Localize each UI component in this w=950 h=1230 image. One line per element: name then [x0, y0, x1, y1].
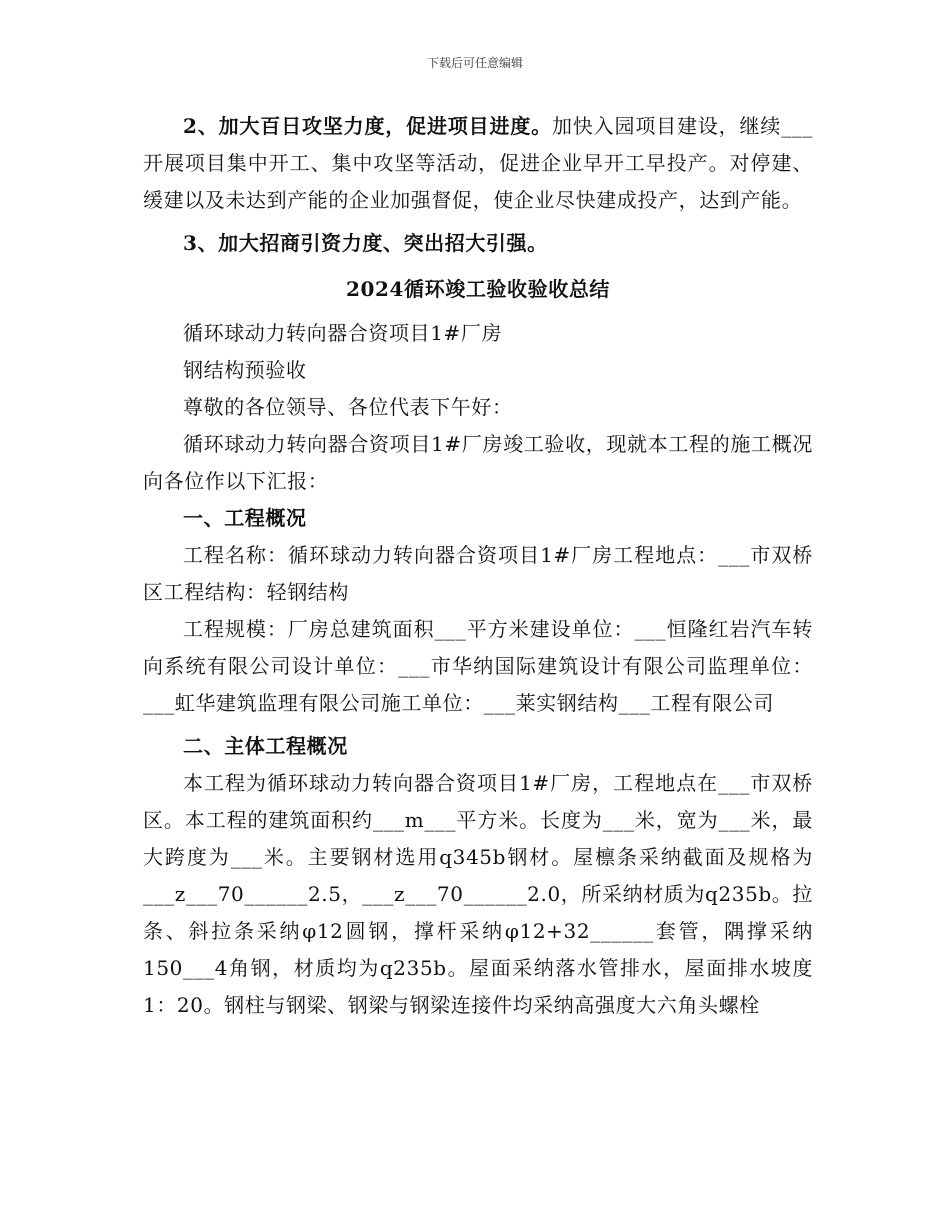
- section-heading-main-works: 二、主体工程概况: [183, 734, 348, 758]
- paragraph-accelerate-project: [143, 108, 813, 219]
- header-note: 下载后可任意编辑: [426, 56, 523, 70]
- line-project-name: 循环球动力转向器合资项目1#厂房: [183, 321, 503, 345]
- paragraph-bold-lead: 2、加大百日攻坚力度，促进项目进度。: [183, 114, 552, 138]
- document-title: 2024循环竣工验收验收总结: [345, 277, 611, 301]
- paragraph-main-works: 本工程为循环球动力转向器合资项目1#厂房，工程地点在___市双桥区。本工程的建筑面积约___m___平方米。长度为___米，宽为___米，最大跨度为___米。主要钢材选用q345b钢材。屋檩条采纳截面及规格为___z___70______2.5，___z___70______2.0，所采纳材质为q235b。拉条、斜拉条采纳φ12圆钢，撑杆采纳φ12+32______套管，隅撑采纳150___4角钢，材质均为q235b。屋面采纳落水管排水，屋面排水坡度1：20。钢柱与钢梁、钢梁与钢梁连接件均采纳高强度大六角头螺栓: [143, 771, 813, 1017]
- paragraph-investment: 3、加大招商引资力度、突出招大引强。: [183, 231, 548, 255]
- line-pre-acceptance: 钢结构预验收: [183, 358, 307, 382]
- line-report-intro: 循环球动力转向器合资项目1#厂房竣工验收，现就本工程的施工概况向各位作以下汇报：: [143, 432, 813, 493]
- paragraph-project-info: 工程名称：循环球动力转向器合资项目1#厂房工程地点：___市双桥区工程结构：轻钢结构: [143, 543, 813, 604]
- section-heading-overview: 一、工程概况: [183, 506, 307, 530]
- line-greeting: 尊敬的各位领导、各位代表下午好：: [183, 395, 513, 419]
- document-body: [143, 108, 813, 1024]
- paragraph-text: 加快入园项目建设，继续___开展项目集中开工、集中攻坚等活动，促进企业早开工早投产。对停建、缓建以及未达到产能的企业加强督促，使企业尽快建成投产，达到产能。: [143, 114, 813, 212]
- paragraph-project-scale: 工程规模：厂房总建筑面积___平方米建设单位：___恒隆红岩汽车转向系统有限公司设计单位：___市华纳国际建筑设计有限公司监理单位：___虹华建筑监理有限公司施工单位：___莱实钢结构___工程有限公司: [143, 617, 813, 715]
